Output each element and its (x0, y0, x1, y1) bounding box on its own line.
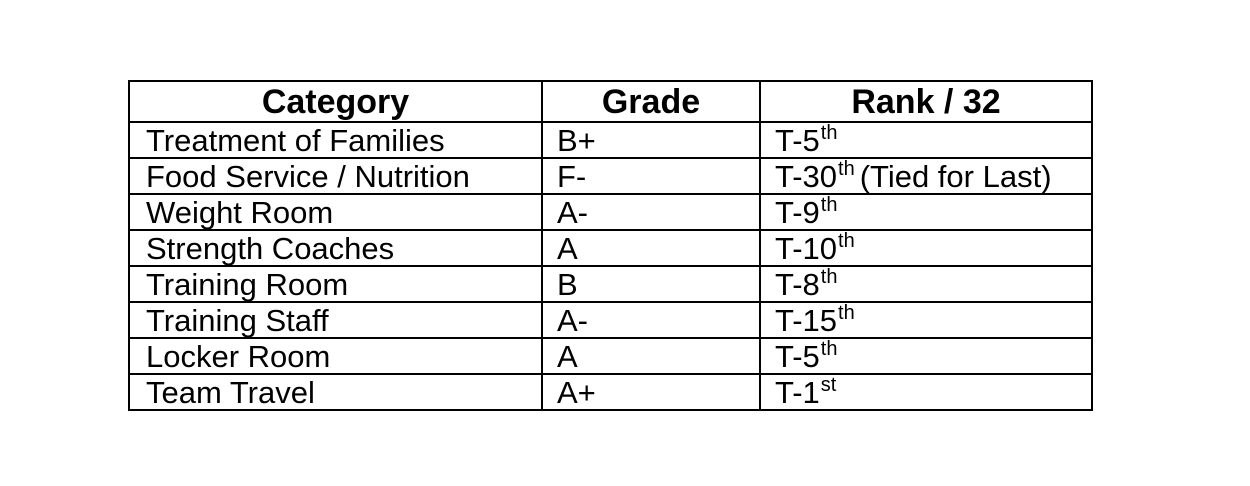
category-cell: Training Staff (129, 302, 542, 338)
table-row (129, 374, 1092, 410)
rank-cell (760, 230, 1092, 266)
table-row (129, 338, 1092, 374)
category-cell: Training Room (129, 266, 542, 302)
rank-ordinal-suffix: th (838, 230, 855, 252)
header-rank: Rank / 32 (760, 81, 1092, 122)
rank-value: T-5 (775, 339, 820, 374)
header-category: Category (129, 81, 542, 122)
rank-cell (760, 266, 1092, 302)
category-cell: Team Travel (129, 374, 542, 410)
rank-value: T-15 (775, 303, 838, 338)
rank-cell (760, 194, 1092, 230)
rank-ordinal-suffix: st (820, 374, 837, 396)
table-row (129, 194, 1092, 230)
category-cell: Locker Room (129, 338, 542, 374)
grades-table (128, 80, 1093, 411)
category-cell: Treatment of Families (129, 122, 542, 158)
table-row (129, 122, 1092, 158)
grade-cell: A- (542, 302, 760, 338)
table-row (129, 266, 1092, 302)
rank-cell (760, 374, 1092, 410)
grade-cell: A- (542, 194, 760, 230)
rank-value: T-5 (775, 123, 820, 158)
rank-value: T-1 (775, 375, 820, 410)
category-cell: Strength Coaches (129, 230, 542, 266)
table-row (129, 302, 1092, 338)
rank-value: T-10 (775, 231, 838, 266)
grade-cell: F- (542, 158, 760, 194)
rank-ordinal-suffix: th (820, 194, 838, 216)
rank-ordinal-suffix: th (838, 158, 855, 180)
header-grade: Grade (542, 81, 760, 122)
rank-ordinal-suffix: th (838, 302, 855, 324)
rank-cell (760, 158, 1092, 194)
rank-cell (760, 338, 1092, 374)
grade-cell: A (542, 230, 760, 266)
category-cell: Food Service / Nutrition (129, 158, 542, 194)
rank-ordinal-suffix: th (820, 338, 838, 360)
rank-value: T-30 (775, 159, 838, 194)
rank-note: (Tied for Last) (859, 159, 1052, 194)
table-row (129, 158, 1092, 194)
table-row (129, 230, 1092, 266)
grade-cell: B (542, 266, 760, 302)
rank-value: T-8 (775, 267, 820, 302)
category-cell: Weight Room (129, 194, 542, 230)
rank-ordinal-suffix: th (820, 122, 838, 144)
rank-cell (760, 302, 1092, 338)
table-header-row (129, 81, 1092, 122)
grade-cell: A+ (542, 374, 760, 410)
rank-value: T-9 (775, 195, 820, 230)
rank-cell (760, 122, 1092, 158)
rank-ordinal-suffix: th (820, 266, 838, 288)
grade-cell: A (542, 338, 760, 374)
grade-cell: B+ (542, 122, 760, 158)
